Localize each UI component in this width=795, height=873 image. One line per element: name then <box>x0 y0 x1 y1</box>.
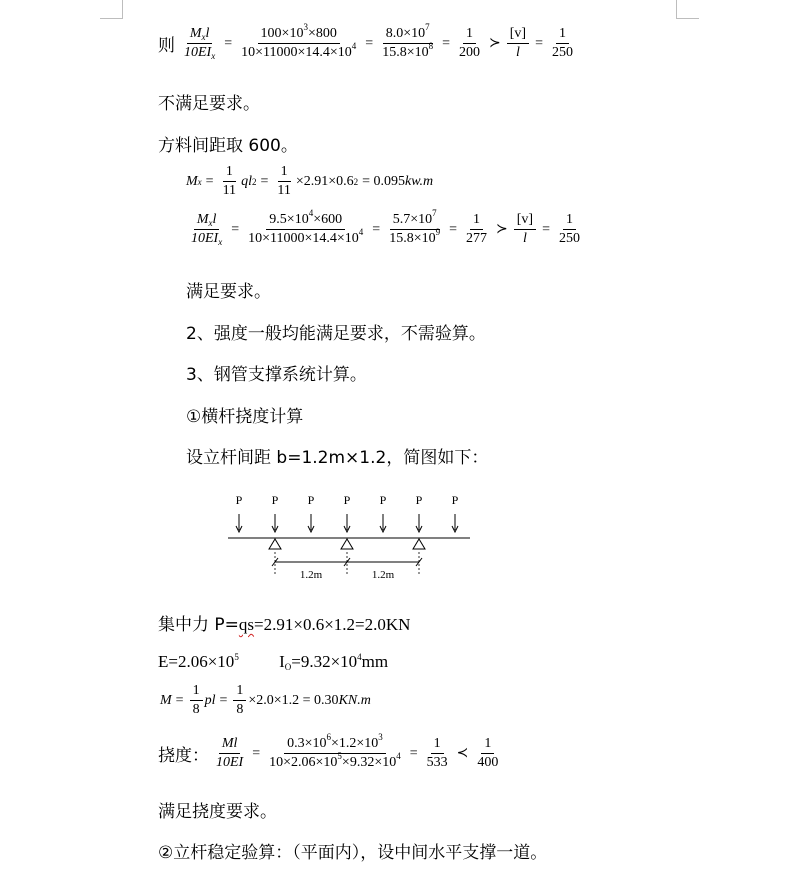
paragraph-pole-spacing: 设立杆间距 b=1.2m×1.2，简图如下： <box>186 448 489 468</box>
fraction: $\frac{M_xl}{10EI_x}$ <box>191 212 223 247</box>
load-label: P <box>307 493 315 507</box>
equation-moment-1: M x = $\frac{1}{11}$ ql 2 = $\frac{1}{11}$ ×2.91×0.6 2 = 0.095 kw.m <box>186 164 434 198</box>
span-label: 1.2m <box>299 569 323 581</box>
paragraph-strength: 2、强度一般均能满足要求，不需验算。 <box>186 324 486 344</box>
fraction: $\frac{1}{277}$ <box>466 212 488 246</box>
fraction: $\frac{9.5\times 10^4\times 600}{10\times 11000\times 14.4\times 10^4}$ <box>248 208 364 246</box>
paragraph-not-satisfied: 不满足要求。 <box>158 94 260 114</box>
fraction: $\frac{[v]}{l}$ <box>514 212 536 247</box>
paragraph-modulus-inertia: $E=2.06\times 10^5$ $I_O=9.32\times 10^4mm$ <box>158 652 389 672</box>
equation-deflection-check-2: $\frac{M_xl}{10EI_x}$ = $\frac{9.5\times 10^4\times 600}{10\times 11000\times 14.4\times 10^4}$ = $\frac{5.7\times 10^7}{15.8\times 10^9}$ = $\frac{1}{277}$ ≻ $\frac{[v]}{l}$ = $\frac{1}{250}$ <box>186 212 585 247</box>
fraction: $\frac{1}{250}$ <box>558 212 580 246</box>
fraction: $\frac{1}{11}$ <box>222 164 237 198</box>
load-label: P <box>235 493 243 507</box>
load-label: P <box>271 493 279 507</box>
fraction: $\frac{1}{400}$ <box>477 736 499 770</box>
heading-pole-stability: ②立杆稳定验算：（平面内），设中间水平支撑一道。 <box>158 843 548 863</box>
paragraph-steel-support: 3、钢管支撑系统计算。 <box>186 365 367 385</box>
equation-deflection-final: 挠度： $\frac{Ml}{10EI}$ = $\frac{0.3\times 10^6\times 1.2\times 10^3}{10\times 2.06\times 10^5\times 9.32\times 10^4}$ = $\frac{1}{533}$ ≺ $\frac{1}{400}$ <box>158 736 503 771</box>
load-label: P <box>343 493 351 507</box>
fraction: $\frac{1}{11}$ <box>277 164 291 198</box>
fraction: $\frac{5.7\times 10^7}{15.8\times 10^9}$ <box>389 208 441 246</box>
fraction: $\frac{0.3\times 10^6\times 1.2\times 10^3}{10\times 2.06\times 10^5\times 9.32\times 10^4}$ <box>269 732 401 770</box>
dimension-lines <box>272 552 422 581</box>
equation-prefix: 则 <box>158 36 175 56</box>
equation-moment-2: M = $\frac{1}{8}$ pl = $\frac{1}{8}$ ×2.0×1.2 = 0.30 KN.m <box>160 683 371 717</box>
equation-deflection-check-1: 则 $\frac{M_xl}{10EI_x}$ = $\frac{100\times 10^3\times 800}{10\times 11000\times 14.4\times 10^4}$ = $\frac{8.0\times 10^7}{15.8\times 10^8}$ = $\frac{1}{200}$ ≻ $\frac{[v]}{l}$ = $\frac{1}{250}$ <box>158 26 578 61</box>
fraction: $\frac{1}{200}$ <box>459 26 481 60</box>
beam-diagram <box>222 490 482 590</box>
heading-crossbar-deflection: ①横杆挠度计算 <box>186 407 304 427</box>
load-arrows <box>236 493 459 532</box>
load-label: P <box>379 493 387 507</box>
load-label: P <box>451 493 459 507</box>
fraction: $\frac{M_xl}{10EI_x}$ <box>184 26 216 61</box>
fraction: $\frac{1}{533}$ <box>426 736 448 770</box>
support-triangle <box>269 539 281 549</box>
fraction: $\frac{Ml}{10EI}$ <box>216 736 244 770</box>
supports <box>269 539 425 549</box>
support-triangle <box>341 539 353 549</box>
spell-underlined-word: qs <box>238 615 255 634</box>
span-label: 1.2m <box>371 569 395 581</box>
paragraph-concentrated-force: 集中力 P=qs=2.91×0.6×1.2=2.0KN <box>158 615 411 635</box>
paragraph-spacing: 方料间距取 600。 <box>158 136 298 156</box>
fraction: $\frac{100\times 10^3\times 800}{10\times 11000\times 14.4\times 10^4}$ <box>241 22 357 60</box>
fraction: $\frac{1}{8}$ <box>190 683 203 718</box>
fraction: $\frac{8.0\times 10^7}{15.8\times 10^8}$ <box>382 22 434 60</box>
fraction: $\frac{[v]}{l}$ <box>507 26 529 61</box>
support-triangle <box>413 539 425 549</box>
paragraph-satisfied: 满足要求。 <box>186 282 271 302</box>
fraction: $\frac{1}{250}$ <box>551 26 573 60</box>
load-label: P <box>415 493 423 507</box>
fraction: $\frac{1}{8}$ <box>233 683 246 718</box>
paragraph-deflection-satisfied: 满足挠度要求。 <box>158 802 277 822</box>
crop-mark-top-right <box>676 0 699 19</box>
crop-mark-top-left <box>100 0 123 19</box>
